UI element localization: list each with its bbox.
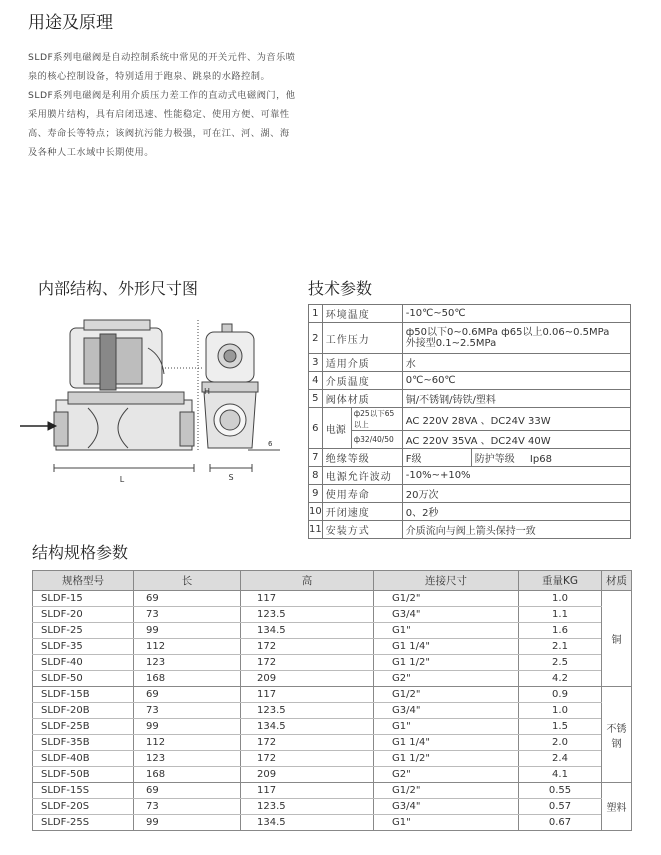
cell-weight: 2.5 <box>519 655 602 671</box>
cell-model: SLDF-20 <box>33 607 134 623</box>
cell-model: SLDF-40 <box>33 655 134 671</box>
cell-model: SLDF-25 <box>33 623 134 639</box>
cell-connection: G1" <box>374 623 519 639</box>
flow-arrow-icon <box>20 422 56 430</box>
header-connection: 连接尺寸 <box>374 571 519 591</box>
tech-value: F级 <box>402 449 471 467</box>
tech-name: 工作压力 <box>322 323 402 354</box>
tech-value: -10%~+10% <box>402 467 630 485</box>
cell-length: 123 <box>134 751 241 767</box>
cell-height: 172 <box>241 735 374 751</box>
tech-name: 环境温度 <box>322 305 402 323</box>
tech-name: 开闭速度 <box>322 503 402 521</box>
cell-length: 168 <box>134 767 241 783</box>
tech-value: 0℃~60℃ <box>402 372 630 390</box>
table-row <box>33 639 632 655</box>
cell-connection: G1 1/4" <box>374 735 519 751</box>
tech-row <box>309 354 631 372</box>
tech-extra-label: 防护等级 <box>474 454 515 465</box>
tech-name: 电源允许波动 <box>322 467 402 485</box>
cell-height: 134.5 <box>241 719 374 735</box>
cell-length: 99 <box>134 623 241 639</box>
cell-model: SLDF-20S <box>33 799 134 815</box>
cell-connection: G1" <box>374 719 519 735</box>
tech-no: 5 <box>309 390 323 408</box>
tech-no: 11 <box>309 521 323 539</box>
spec-header-row <box>33 571 632 591</box>
table-row <box>33 783 632 799</box>
cell-connection: G1/2" <box>374 783 519 799</box>
table-row <box>33 623 632 639</box>
cell-length: 69 <box>134 687 241 703</box>
tech-value-line-2: 外接型0.1~2.5MPa <box>405 338 497 349</box>
tech-no: 10 <box>309 503 323 521</box>
cell-model: SLDF-40B <box>33 751 134 767</box>
tech-value-line-1: ф50以下0~0.6MPa ф65以上0.06~0.5MPa <box>405 327 610 338</box>
cell-height: 172 <box>241 751 374 767</box>
tech-value: 水 <box>402 354 630 372</box>
tech-row <box>309 431 631 449</box>
dim-label-l: L <box>119 475 125 484</box>
cell-model: SLDF-15 <box>33 591 134 607</box>
cell-model: SLDF-50B <box>33 767 134 783</box>
cell-model: SLDF-15B <box>33 687 134 703</box>
cell-height: 123.5 <box>241 607 374 623</box>
structure-title: 内部结构、外形尺寸图 <box>38 279 199 298</box>
tech-row <box>309 485 631 503</box>
tech-name: 适用介质 <box>322 354 402 372</box>
cell-length: 73 <box>134 607 241 623</box>
cell-length: 69 <box>134 783 241 799</box>
header-material: 材质 <box>602 571 632 591</box>
cell-material: 铜 <box>602 591 632 687</box>
cell-model: SLDF-20B <box>33 703 134 719</box>
tech-no: 2 <box>309 323 323 354</box>
tech-value <box>402 323 630 354</box>
cell-height: 209 <box>241 767 374 783</box>
tech-value: AC 220V 28VA 、DC24V 33W <box>402 408 630 431</box>
cell-length: 112 <box>134 735 241 751</box>
purpose-title: 用途及原理 <box>28 13 113 33</box>
cell-weight: 1.5 <box>519 719 602 735</box>
tech-sub-label: ф25以下65以上 <box>351 408 402 431</box>
cell-weight: 2.1 <box>519 639 602 655</box>
tech-value: -10℃~50℃ <box>402 305 630 323</box>
tech-row <box>309 503 631 521</box>
cell-weight: 4.2 <box>519 671 602 687</box>
cell-length: 99 <box>134 815 241 831</box>
cell-weight: 2.0 <box>519 735 602 751</box>
cell-weight: 1.6 <box>519 623 602 639</box>
valve-drawing <box>18 308 288 488</box>
table-row <box>33 591 632 607</box>
cell-height: 134.5 <box>241 623 374 639</box>
cell-length: 168 <box>134 671 241 687</box>
cell-material: 不锈钢 <box>602 687 632 783</box>
tech-no: 6 <box>309 408 323 449</box>
cell-connection: G3/4" <box>374 799 519 815</box>
tech-row <box>309 305 631 323</box>
cell-height: 123.5 <box>241 799 374 815</box>
table-row <box>33 815 632 831</box>
tech-name: 电源 <box>322 408 351 449</box>
cell-length: 99 <box>134 719 241 735</box>
cell-connection: G1 1/2" <box>374 655 519 671</box>
table-row <box>33 799 632 815</box>
spec-title: 结构规格参数 <box>32 543 129 562</box>
tech-row <box>309 323 631 354</box>
table-row <box>33 751 632 767</box>
tech-sub-label: ф32/40/50 <box>351 431 402 449</box>
cell-length: 73 <box>134 799 241 815</box>
tech-row <box>309 390 631 408</box>
cell-connection: G1/2" <box>374 687 519 703</box>
cell-length: 73 <box>134 703 241 719</box>
cell-model: SLDF-25S <box>33 815 134 831</box>
cell-model: SLDF-25B <box>33 719 134 735</box>
tech-name: 安装方式 <box>322 521 402 539</box>
tech-row <box>309 467 631 485</box>
tech-extra-value: Ip68 <box>529 454 552 465</box>
tech-no: 9 <box>309 485 323 503</box>
tech-table <box>308 304 631 539</box>
tech-title: 技术参数 <box>308 279 373 298</box>
intro-paragraph-1: SLDF系列电磁阀是自动控制系统中常见的开关元件、为音乐喷泉的核心控制设备，特别适用于跑泉、跳泉的水路控制。 <box>28 52 296 82</box>
cell-weight: 0.9 <box>519 687 602 703</box>
tech-value: 0、2秒 <box>402 503 630 521</box>
cell-model: SLDF-15S <box>33 783 134 799</box>
tech-no: 3 <box>309 354 323 372</box>
valve-section-view <box>54 320 204 472</box>
table-row <box>33 607 632 623</box>
cell-connection: G2" <box>374 767 519 783</box>
cell-connection: G1 1/4" <box>374 639 519 655</box>
tech-row <box>309 372 631 390</box>
intro-text <box>28 48 298 162</box>
tech-no: 7 <box>309 449 323 467</box>
cell-height: 209 <box>241 671 374 687</box>
cell-height: 117 <box>241 591 374 607</box>
tech-row <box>309 408 631 431</box>
dim-label-h: H <box>204 387 211 396</box>
cell-connection: G2" <box>374 671 519 687</box>
dim-label-s: S <box>228 473 234 482</box>
cell-weight: 1.0 <box>519 703 602 719</box>
cell-weight: 2.4 <box>519 751 602 767</box>
tech-no: 4 <box>309 372 323 390</box>
tech-name: 介质温度 <box>322 372 402 390</box>
tech-value: 介质流向与阀上箭头保持一致 <box>402 521 630 539</box>
cell-length: 69 <box>134 591 241 607</box>
cell-connection: G1" <box>374 815 519 831</box>
cell-model: SLDF-50 <box>33 671 134 687</box>
cell-weight: 1.1 <box>519 607 602 623</box>
dim-label-6: 6 <box>268 440 273 448</box>
table-row <box>33 719 632 735</box>
cell-height: 123.5 <box>241 703 374 719</box>
cell-weight: 0.55 <box>519 783 602 799</box>
cell-model: SLDF-35 <box>33 639 134 655</box>
header-weight: 重量KG <box>519 571 602 591</box>
cell-weight: 4.1 <box>519 767 602 783</box>
cell-height: 117 <box>241 783 374 799</box>
cell-length: 112 <box>134 639 241 655</box>
tech-no: 1 <box>309 305 323 323</box>
spec-body <box>33 591 632 831</box>
tech-value: 20万次 <box>402 485 630 503</box>
tech-value: 铜/不锈钢/铸铁/塑料 <box>402 390 630 408</box>
cell-connection: G1/2" <box>374 591 519 607</box>
cell-connection: G3/4" <box>374 607 519 623</box>
tech-name: 绝缘等级 <box>322 449 402 467</box>
cell-height: 172 <box>241 639 374 655</box>
valve-front-view <box>202 324 280 472</box>
cell-height: 117 <box>241 687 374 703</box>
tech-row <box>309 449 631 467</box>
tech-name: 阀体材质 <box>322 390 402 408</box>
header-length: 长 <box>134 571 241 591</box>
cell-model: SLDF-35B <box>33 735 134 751</box>
cell-length: 123 <box>134 655 241 671</box>
tech-no: 8 <box>309 467 323 485</box>
table-row <box>33 703 632 719</box>
cell-height: 172 <box>241 655 374 671</box>
cell-material: 塑料 <box>602 783 632 831</box>
header-model: 规格型号 <box>33 571 134 591</box>
tech-value: AC 220V 35VA 、DC24V 40W <box>402 431 630 449</box>
cell-connection: G3/4" <box>374 703 519 719</box>
cell-height: 134.5 <box>241 815 374 831</box>
tech-row <box>309 521 631 539</box>
spec-table <box>32 570 632 831</box>
intro-paragraph-2: SLDF系列电磁阀是利用介质压力差工作的直动式电磁阀门，他采用膜片结构，具有启闭迅速、性能稳定、使用方便、可靠性高、寿命长等特点；该阀抗污能力极强，可在江、河、湖、海及各种人工水域中长期使用。 <box>28 90 296 158</box>
header-height: 高 <box>241 571 374 591</box>
table-row <box>33 655 632 671</box>
cell-weight: 0.57 <box>519 799 602 815</box>
table-row <box>33 767 632 783</box>
cell-weight: 0.67 <box>519 815 602 831</box>
cell-connection: G1 1/2" <box>374 751 519 767</box>
tech-name: 使用寿命 <box>322 485 402 503</box>
table-row <box>33 687 632 703</box>
cell-weight: 1.0 <box>519 591 602 607</box>
tech-extra <box>471 449 630 467</box>
table-row <box>33 735 632 751</box>
table-row <box>33 671 632 687</box>
